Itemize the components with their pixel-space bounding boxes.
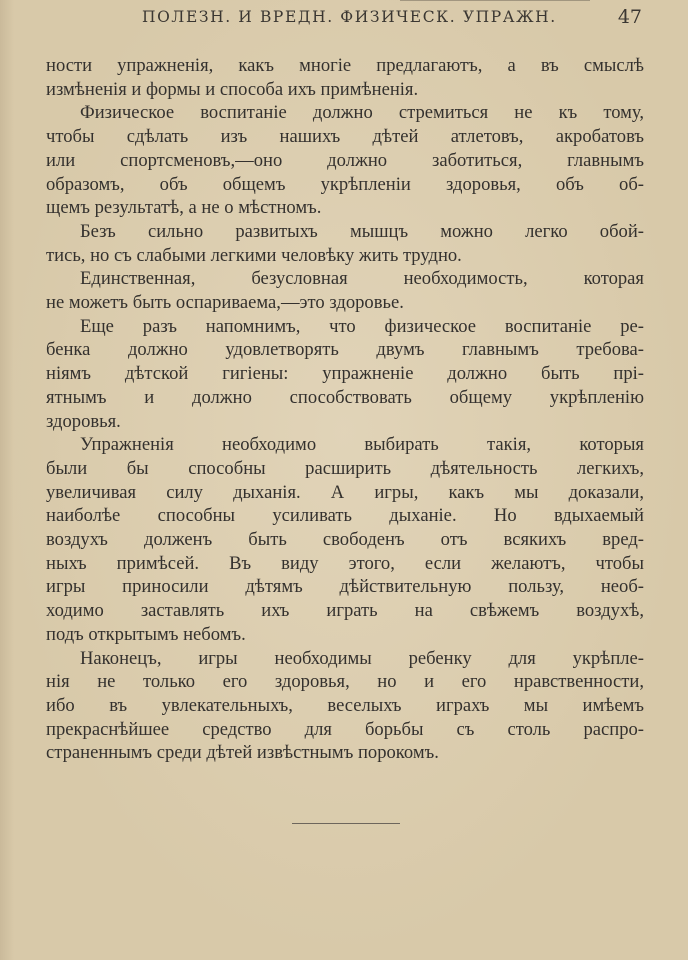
- text-line: подъ открытымъ небомъ.: [46, 623, 246, 645]
- top-edge-rule: [400, 0, 590, 4]
- text-line: измѣненія и формы и способа ихъ примѣненія.: [46, 78, 419, 100]
- text-line: бенка должно удовлетворять двумъ главнымъ требова-: [46, 339, 644, 361]
- text-line: ибо въ увлекательныхъ, веселыхъ играхъ мы имѣемъ: [46, 694, 644, 716]
- text-line: игры приносили дѣтямъ дѣйствительную пользу, необ-: [46, 576, 644, 598]
- page-number: 47: [617, 6, 642, 28]
- text-line: ятнымъ и должно способствовать общему укрѣпленію: [46, 386, 644, 408]
- body-text: [46, 54, 644, 765]
- text-line: Физическое воспитаніе должно стремиться не къ тому,: [80, 102, 644, 124]
- text-line: нія не только его здоровья, но и его нравственности,: [46, 671, 644, 693]
- text-line: чтобы сдѣлать изъ нашихъ дѣтей атлетовъ, акробатовъ: [46, 126, 644, 148]
- text-line: страненнымъ среди дѣтей извѣстнымъ порокомъ.: [46, 742, 439, 764]
- text-line: прекраснѣйшее средство для борьбы съ столь распро-: [46, 718, 644, 740]
- text-line: щемъ результатѣ, а не о мѣстномъ.: [46, 197, 322, 219]
- text-line: воздухъ долженъ быть свободенъ отъ всякихъ вред-: [46, 529, 644, 551]
- text-line: Безъ сильно развитыхъ мышцъ можно легко обой-: [80, 220, 644, 242]
- text-line: наиболѣе способны усиливать дыханіе. Но вдыхаемый: [46, 505, 644, 527]
- text-line: ходимо заставлять ихъ играть на свѣжемъ воздухѣ,: [46, 600, 644, 622]
- text-line: или спортсменовъ,—оно должно заботиться, главнымъ: [46, 149, 644, 171]
- text-line: ности упражненія, какъ многіе предлагаютъ, а въ смыслѣ: [46, 55, 644, 76]
- text-line: Единственная, безусловная необходимость, которая: [80, 268, 644, 290]
- text-line: не можетъ быть оспариваема,—это здоровье.: [46, 292, 404, 314]
- text-line: здоровья.: [46, 410, 121, 432]
- text-line: тись, но съ слабыми легкими человѣку жить трудно.: [46, 244, 462, 266]
- section-end-rule: [292, 823, 400, 824]
- text-line: Упражненія необходимо выбирать такія, которыя: [80, 434, 644, 456]
- text-line: образомъ, объ общемъ укрѣпленіи здоровья, объ об-: [46, 173, 644, 195]
- text-line: Еще разъ напомнимъ, что физическое воспитаніе ре-: [80, 315, 644, 337]
- text-line: были бы способны расширить дѣятельность легкихъ,: [46, 457, 644, 479]
- text-line: ныхъ примѣсей. Въ виду этого, если желаютъ, чтобы: [46, 552, 644, 574]
- text-line: Наконецъ, игры необходимы ребенку для укрѣпле-: [80, 647, 644, 669]
- text-line: ніямъ дѣтской гигіены: упражненіе должно быть прі-: [46, 363, 644, 385]
- running-header-title: ПОЛЕЗН. И ВРЕДН. ФИЗИЧЕСК. УПРАЖН.: [142, 8, 557, 26]
- text-line: увеличивая силу дыханія. А игры, какъ мы доказали,: [46, 481, 644, 503]
